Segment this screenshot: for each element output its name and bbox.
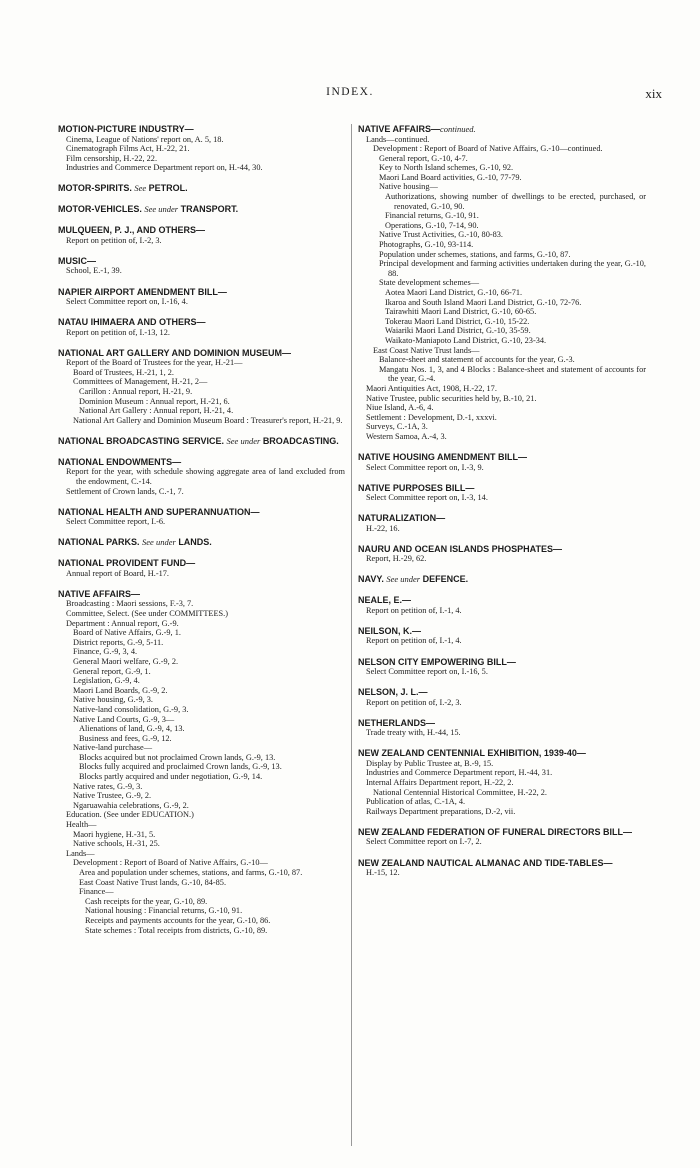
entry-line: Lands—	[66, 848, 95, 858]
entry-heading	[58, 558, 345, 569]
entry-line: National Art Gallery : Annual report, H.-21, 4.	[79, 406, 234, 416]
entry-heading	[358, 858, 646, 869]
entry-line: Development : Report of Board of Native Affairs, G.-10—	[73, 858, 268, 868]
index-entry	[58, 507, 345, 527]
entry-line: Native-land consolidation, G.-9, 3.	[73, 704, 189, 714]
heading-text: NATIONAL PROVIDENT FUND—	[58, 558, 196, 569]
entry-line: Select Committee report on, I.-16, 4.	[66, 297, 188, 307]
entry-line: Carillon : Annual report, H.-21, 9.	[79, 387, 193, 397]
entry-line: School, E.-1, 39.	[66, 266, 122, 276]
entry-heading	[58, 436, 345, 447]
entry-line: Display by Public Trustee at, B.-9, 15.	[366, 758, 494, 768]
index-entry	[58, 225, 345, 245]
entry-line: Report for the year, with schedule showing aggregate area of land excluded from the endowment, C.-14.	[66, 467, 345, 486]
entry-line: Report on petition of, I.-1, 4.	[366, 605, 462, 615]
entry-line: Committee, Select. (See under COMMITTEES.)	[66, 608, 228, 618]
entry-line: Blocks partly acquired and under negotiation, G.-9, 14.	[79, 772, 263, 782]
entry-line: Operations, G.-10, 7-14, 90.	[385, 220, 479, 230]
entry-line: Internal Affairs Department report, H.-22, 2.	[366, 778, 514, 788]
index-entry	[358, 748, 646, 816]
heading-text: NEW ZEALAND FEDERATION OF FUNERAL DIRECTORS BILL—	[358, 826, 632, 837]
entry-line: Railways Department preparations, D.-2, vii.	[366, 806, 516, 816]
entry-line: Health—	[66, 820, 97, 830]
entry-line: Trade treaty with, H.-44, 15.	[366, 728, 461, 738]
entry-heading	[358, 687, 646, 698]
entry-line: Area and population under schemes, stations, and farms, G.-10, 87.	[79, 868, 303, 877]
index-entry	[358, 483, 646, 503]
entry-line: Report on petition of, I.-13, 12.	[66, 327, 170, 337]
entry-line: Native-land purchase—	[73, 743, 153, 753]
entry-line: State schemes : Total receipts from districts, G.-10, 89.	[85, 925, 268, 935]
heading-text: NATIONAL HEALTH AND SUPERANNUATION—	[58, 506, 260, 517]
entry-line: Industries and Commerce Department report, H.-44, 31.	[366, 768, 553, 778]
entry-line: Ikaroa and South Island Maori Land District, G.-10, 72-76.	[385, 297, 582, 307]
entry-line: Select Committee report on, I.-3, 14.	[366, 493, 488, 503]
index-entry	[358, 657, 646, 677]
index-entry	[58, 183, 345, 194]
index-entry	[358, 513, 646, 533]
entry-line: Dominion Museum : Annual report, H.-21, 6.	[79, 396, 230, 406]
entry-line: Film censorship, H.-22, 22.	[66, 153, 158, 163]
entry-line: Education. (See under EDUCATION.)	[66, 810, 194, 820]
entry-line: Photographs, G.-10, 93-114.	[379, 240, 474, 250]
entry-line: Tokerau Maori Land District, G.-10, 15-22.	[385, 316, 530, 326]
heading-text: NEILSON, K.—	[358, 625, 422, 636]
heading-text: MOTION-PICTURE INDUSTRY—	[58, 124, 194, 134]
heading-text: NATIONAL PARKS.	[58, 537, 140, 548]
index-entry	[58, 589, 345, 935]
entry-line: General report, G.-10, 4-7.	[379, 153, 468, 163]
entry-line: General Maori welfare, G.-9, 2.	[73, 656, 179, 666]
heading-text: NEW ZEALAND NAUTICAL ALMANAC AND TIDE-TABLES—	[358, 857, 613, 868]
entry-heading	[358, 748, 646, 759]
index-entry	[58, 537, 345, 548]
entry-heading	[358, 483, 646, 494]
entry-line: Aotea Maori Land District, G.-10, 66-71.	[385, 288, 523, 297]
entry-line: Native Trustee, public securities held by, B.-10, 21.	[366, 393, 537, 403]
entry-line: Niue Island, A.-6, 4.	[366, 403, 434, 413]
entry-line: Western Samoa, A.-4, 3.	[366, 431, 447, 441]
entry-line: Lands—continued.	[366, 134, 430, 144]
see-reference-target: LANDS.	[178, 537, 212, 548]
heading-text: MULQUEEN, P. J., AND OTHERS—	[58, 225, 206, 236]
entry-line: Population under schemes, stations, and farms, G.-10, 87.	[379, 249, 571, 259]
heading-text: NATIVE HOUSING AMENDMENT BILL—	[358, 452, 527, 462]
entry-line: Annual report of Board, H.-17.	[66, 568, 169, 578]
index-entry	[58, 287, 345, 307]
entry-line: Board of Trustees, H.-21, 1, 2.	[73, 367, 174, 377]
entry-line: Authorizations, showing number of dwellings to be erected, purchased, or renovated, G.-10, 90.	[385, 192, 646, 211]
entry-line: Select Committee report on, I.-3, 9.	[366, 462, 484, 472]
entry-heading	[358, 657, 646, 668]
entry-line: East Coast Native Trust lands, G.-10, 84-85.	[79, 877, 227, 887]
index-entry	[358, 718, 646, 738]
entry-line: Native rates, G.-9, 3.	[73, 781, 143, 791]
entry-line: Native housing—	[379, 182, 438, 192]
entry-line: H.-22, 16.	[366, 523, 400, 533]
entry-heading	[58, 225, 345, 236]
heading-text: NATIVE AFFAIRS—	[58, 588, 141, 599]
heading-text: NETHERLANDS—	[358, 717, 436, 728]
entry-heading	[58, 256, 345, 267]
heading-text: NEALE, E.—	[358, 595, 412, 606]
entry-line: Mangatu Nos. 1, 3, and 4 Blocks : Balance-sheet and statement of accounts for the year, G.-4.	[379, 364, 646, 384]
entry-line: Broadcasting : Maori sessions, F.-3, 7.	[66, 599, 194, 609]
heading-text: MUSIC—	[58, 255, 96, 266]
entry-line: Waiariki Maori Land District, G.-10, 35-59.	[385, 326, 531, 336]
heading-text: NATIVE PURPOSES BILL—	[358, 482, 475, 493]
heading-text: MOTOR-SPIRITS.	[58, 183, 132, 194]
left-column	[58, 124, 345, 946]
entry-line: Industries and Commerce Department report on, H.-44, 30.	[66, 163, 263, 173]
entry-line: Alienations of land, G.-9, 4, 13.	[79, 724, 185, 734]
entry-line: Native housing, G.-9, 3.	[73, 695, 153, 705]
entry-line: Native Trust Activities, G.-10, 80-83.	[379, 230, 503, 240]
see-reference-label: See	[134, 183, 147, 194]
entry-heading	[58, 457, 345, 468]
entry-line: Select Committee report on, I.-16, 5.	[366, 667, 488, 677]
page-number: xix	[645, 86, 662, 101]
entry-line: District reports, G.-9, 5-11.	[73, 637, 164, 647]
entry-line: Finance—	[79, 887, 114, 897]
entry-line: Blocks fully acquired and proclaimed Crown lands, G.-9, 13.	[79, 762, 282, 772]
entry-heading	[58, 317, 345, 328]
entry-heading	[358, 595, 646, 606]
entry-line: Maori Land Board activities, G.-10, 77-79.	[379, 172, 522, 182]
entry-line: Key to North Island schemes, G.-10, 92.	[379, 163, 514, 173]
entry-line: Business and fees, G.-9, 12.	[79, 733, 172, 743]
index-entry	[358, 827, 646, 847]
see-reference-target: BROADCASTING.	[262, 435, 339, 446]
index-entry	[358, 595, 646, 615]
entry-line: Native Trustee, G.-9, 2.	[73, 791, 152, 801]
see-reference-label: See under	[226, 435, 261, 446]
entry-line: Maori Antiquities Act, 1908, H.-22, 17.	[366, 383, 497, 393]
index-entry	[58, 558, 345, 578]
entry-line: Select Committee report, I.-6.	[66, 517, 166, 527]
entry-line: Report on petition of, I.-2, 3.	[366, 697, 462, 707]
entry-line: State development schemes—	[379, 278, 479, 288]
index-entry	[58, 317, 345, 337]
index-entry	[58, 457, 345, 496]
see-reference-target: DEFENCE.	[422, 574, 469, 585]
entry-line: General report, G.-9, 1.	[73, 666, 151, 676]
see-reference-label: See under	[144, 204, 179, 215]
heading-text: NELSON CITY EMPOWERING BILL—	[358, 656, 516, 667]
entry-line: Cinema, League of Nations' report on, A. 5, 18.	[66, 134, 224, 144]
entry-line: Maori hygiene, H.-31, 5.	[73, 829, 156, 839]
entry-heading	[358, 626, 646, 637]
index-entry	[58, 204, 345, 215]
entry-heading	[58, 348, 345, 359]
entry-line: Waikato-Maniapoto Land District, G.-10, 23-34.	[385, 335, 547, 345]
index-entry	[358, 574, 646, 585]
entry-line: National housing : Financial returns, G.-10, 91.	[85, 906, 243, 916]
index-entry	[358, 124, 646, 442]
entry-line: Finance, G.-9, 3, 4.	[73, 647, 138, 657]
see-reference-label: See under	[142, 537, 176, 548]
entry-line: Settlement : Development, D.-1, xxxvi.	[366, 412, 497, 422]
page-header	[0, 86, 700, 104]
entry-heading	[58, 287, 345, 298]
entry-heading	[358, 544, 646, 555]
heading-text: NATIONAL ART GALLERY AND DOMINION MUSEUM—	[58, 347, 291, 358]
heading-text: NATAU IHIMAERA AND OTHERS—	[58, 317, 206, 328]
heading-text: NAPIER AIRPORT AMENDMENT BILL—	[58, 286, 227, 297]
entry-line: Committees of Management, H.-21, 2—	[73, 377, 208, 387]
entry-line: Board of Native Affairs, G.-9, 1.	[73, 628, 181, 638]
entry-line: H.-15, 12.	[366, 868, 400, 877]
heading-text: NATIONAL ENDOWMENTS—	[58, 456, 182, 467]
entry-line: Tairawhiti Maori Land District, G.-10, 60-65.	[385, 307, 537, 317]
column-divider	[351, 124, 352, 1146]
index-entry	[358, 687, 646, 707]
entry-line: Select Committee report on I.-7, 2.	[366, 837, 482, 847]
entry-heading	[358, 513, 646, 524]
entry-line: Report on petition of, I.-2, 3.	[66, 235, 162, 245]
heading-text: NAVY.	[358, 574, 384, 585]
entry-line: Native Land Courts, G.-9, 3—	[73, 714, 175, 724]
entry-line: Development : Report of Board of Native Affairs, G.-10—continued.	[373, 144, 603, 154]
heading-text: NEW ZEALAND CENTENNIAL EXHIBITION, 1939-40—	[358, 748, 586, 759]
heading-text: NATURALIZATION—	[358, 513, 446, 524]
entry-heading	[358, 718, 646, 729]
entry-heading	[358, 827, 646, 838]
index-entry	[58, 348, 345, 426]
entry-line: Financial returns, G.-10, 91.	[385, 211, 479, 221]
index-entry	[358, 626, 646, 646]
entry-heading	[358, 574, 646, 585]
entry-heading	[358, 124, 646, 135]
entry-line: Cash receipts for the year, G.-10, 89.	[85, 896, 208, 906]
index-entry	[58, 256, 345, 276]
entry-heading	[58, 124, 345, 135]
entry-line: Ngaruawahia celebrations, G.-9, 2.	[73, 800, 189, 810]
entry-line: Report, H.-29, 62.	[366, 554, 427, 564]
index-entry	[358, 452, 646, 472]
entry-line: East Coast Native Trust lands—	[373, 345, 480, 355]
entry-line: Principal development and farming activities undertaken during the year, G.-10, 88.	[379, 259, 646, 278]
entry-line: Balance-sheet and statement of accounts for the year, G.-3.	[379, 355, 575, 365]
entry-heading	[58, 204, 345, 215]
entry-line: Native schools, H.-31, 25.	[73, 839, 160, 849]
entry-heading	[358, 452, 646, 463]
index-entry	[58, 436, 345, 447]
see-reference-target: PETROL.	[148, 183, 188, 194]
running-title: INDEX.	[326, 86, 374, 98]
entry-heading	[58, 183, 345, 194]
entry-heading	[58, 537, 345, 548]
continued-label: continued.	[440, 124, 476, 134]
entry-heading	[58, 507, 345, 518]
heading-text: NELSON, J. L.—	[358, 687, 428, 698]
heading-text: NAURU AND OCEAN ISLANDS PHOSPHATES—	[358, 543, 563, 554]
entry-heading	[58, 589, 345, 600]
entry-line: Report of the Board of Trustees for the year, H.-21—	[66, 358, 243, 368]
entry-line: Cinematograph Films Act, H.-22, 21.	[66, 144, 190, 154]
see-reference-target: TRANSPORT.	[180, 204, 239, 215]
entry-line: Blocks acquired but not proclaimed Crown lands, G.-9, 13.	[79, 752, 276, 762]
see-reference-label: See under	[386, 574, 421, 585]
entry-line: National Centennial Historical Committee, H.-22, 2.	[373, 787, 547, 797]
heading-text: NATIONAL BROADCASTING SERVICE.	[58, 435, 225, 446]
index-entry	[58, 124, 345, 173]
entry-line: National Art Gallery and Dominion Museum Board : Treasurer's report, H.-21, 9.	[73, 415, 343, 425]
entry-line: Surveys, C.-1A, 3.	[366, 422, 428, 432]
entry-line: Publication of atlas, C.-1A, 4.	[366, 797, 466, 807]
entry-line: Maori Land Boards, G.-9, 2.	[73, 685, 168, 695]
entry-line: Department : Annual report, G.-9.	[66, 618, 179, 628]
index-entry	[358, 544, 646, 564]
entry-line: Receipts and payments accounts for the year, G.-10, 86.	[85, 915, 271, 925]
index-entry	[358, 858, 646, 878]
heading-text: NATIVE AFFAIRS—	[358, 124, 441, 134]
heading-text: MOTOR-VEHICLES.	[58, 204, 142, 215]
entry-line: Legislation, G.-9, 4.	[73, 676, 140, 686]
right-column	[358, 124, 646, 888]
entry-line: Report on petition of, I.-1, 4.	[366, 636, 462, 646]
entry-line: Settlement of Crown lands, C.-1, 7.	[66, 486, 184, 496]
